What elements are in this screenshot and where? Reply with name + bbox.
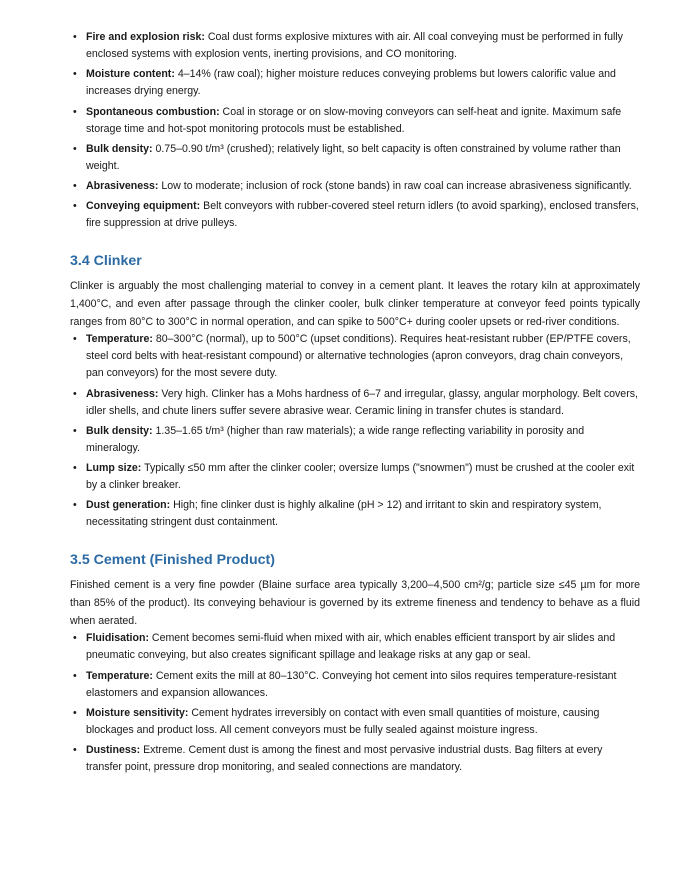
list-item: [70, 460, 640, 494]
list-item: [70, 497, 640, 531]
list-item: [70, 630, 640, 664]
bullet-text: 1.35–1.65 t/m³ (higher than raw materials); a wide range reflecting variability in porosity and mineralogy.: [86, 424, 585, 454]
bullet-text: Extreme. Cement dust is among the finest and most pervasive industrial dusts. Bag filters at every transfer point, pressure drop monitoring, and sealed connections are mandatory.: [86, 744, 603, 774]
coal-bullet-list: [70, 29, 640, 232]
bullet-text: Cement becomes semi-fluid when mixed with air, which enables efficient transport by air slides and pneumatic conveying, but also creates significant spillage and leakage risks at any gap or seal.: [86, 632, 616, 662]
bullet-text: Belt conveyors with rubber-covered steel return idlers (to avoid sparking), enclosed transfers, fire suppression at drive pulleys.: [86, 200, 639, 230]
bullet-icon: •: [73, 180, 77, 193]
bullet-label: Temperature:: [86, 333, 153, 346]
list-item: [70, 386, 640, 420]
bullet-label: Dustiness:: [86, 744, 141, 757]
bullet-label: Moisture sensitivity:: [86, 706, 189, 719]
bullet-text: 0.75–0.90 t/m³ (crushed); relatively light, so belt capacity is often constrained by volume rather than weight.: [86, 142, 621, 172]
bullet-text: 4–14% (raw coal); higher moisture reduces conveying problems but lowers calorific value and increases drying energy.: [86, 68, 616, 98]
bullet-label: Abrasiveness:: [86, 180, 159, 193]
bullet-text: Very high. Clinker has a Mohs hardness of 6–7 and irregular, glassy, angular morphology. Belt covers, idler shells, and chute liners suffer severe abrasive wear. Ceramic lining in transfer chutes is standard.: [86, 387, 638, 417]
bullet-label: Dust generation:: [86, 499, 171, 512]
bullet-label: Abrasiveness:: [86, 387, 159, 400]
list-item: [70, 104, 640, 138]
list-item: [70, 331, 640, 382]
bullet-label: Conveying equipment:: [86, 200, 201, 213]
bullet-icon: •: [73, 200, 77, 213]
clinker-intro-paragraph: Clinker is arguably the most challenging material to convey in a cement plant. It leaves the rotary kiln at approximately 1,400°C, and even after passage through the clinker cooler, bulk clinker temperature at conveyor feed points typically ranges from 80°C to 300°C in normal operation, and can spike to 500°C+ during cooler upsets or red-river conditions.: [70, 280, 640, 328]
bullet-text: Coal in storage or on slow-moving conveyors can self-heat and ignite. Maximum safe storage time and hot-spot monitoring protocols must be established.: [86, 105, 622, 135]
bullet-label: Temperature:: [86, 669, 153, 682]
section-heading-cement: 3.5 Cement (Finished Product): [70, 552, 275, 569]
bullet-text: Cement hydrates irreversibly on contact with even small quantities of moisture, causing blockages and product loss. All cement conveyors must be fully sealed against moisture ingress.: [86, 706, 600, 736]
bullet-icon: •: [73, 333, 77, 346]
bullet-text: Typically ≤50 mm after the clinker cooler; oversize lumps ("snowmen") must be crushed at the cooler exit by a clinker breaker.: [86, 462, 635, 492]
list-item: [70, 668, 640, 702]
bullet-label: Lump size:: [86, 462, 142, 475]
bullet-icon: •: [73, 387, 77, 400]
bullet-icon: •: [73, 499, 77, 512]
bullet-icon: •: [73, 424, 77, 437]
bullet-text: Coal dust forms explosive mixtures with air. All coal conveying must be performed in fully enclosed systems with explosion vents, inerting provisions, and CO monitoring.: [86, 31, 623, 60]
list-item: [70, 29, 640, 63]
bullet-icon: •: [73, 706, 77, 719]
bullet-label: Spontaneous combustion:: [86, 105, 220, 118]
bullet-label: Fluidisation:: [86, 632, 149, 645]
bullet-icon: •: [73, 31, 77, 43]
clinker-bullet-list: [70, 331, 640, 531]
bullet-text: Cement exits the mill at 80–130°C. Conveying hot cement into silos requires temperature-resistant elastomers and expansion allowances.: [86, 669, 617, 699]
list-item: [70, 141, 640, 175]
bullet-icon: •: [73, 105, 77, 118]
list-item: [70, 178, 640, 195]
list-item: [70, 423, 640, 457]
list-item: [70, 198, 640, 232]
list-item: [70, 66, 640, 100]
cement-intro-paragraph: Finished cement is a very fine powder (Blaine surface area typically 3,200–4,500 cm²/g; particle size ≤45 µm for more than 85% of the product). Its conveying behaviour is governed by its extreme fineness and tendency to behave as a fluid when aerated.: [70, 579, 640, 627]
section-heading-clinker: 3.4 Clinker: [70, 253, 142, 270]
bullet-icon: •: [73, 744, 77, 757]
bullet-label: Bulk density:: [86, 142, 153, 155]
bullet-icon: •: [73, 462, 77, 475]
bullet-icon: •: [73, 68, 77, 81]
cement-bullet-list: [70, 630, 640, 776]
bullet-icon: •: [73, 142, 77, 155]
bullet-icon: •: [73, 632, 77, 645]
bullet-label: Moisture content:: [86, 68, 175, 81]
bullet-label: Fire and explosion risk:: [86, 31, 205, 43]
bullet-text: Low to moderate; inclusion of rock (stone bands) in raw coal can increase abrasiveness significantly.: [158, 180, 632, 193]
list-item: [70, 742, 640, 776]
bullet-text: High; fine clinker dust is highly alkaline (pH > 12) and irritant to skin and respiratory system, necessitating stringent dust containment.: [86, 499, 602, 529]
bullet-icon: •: [73, 669, 77, 682]
bullet-text: 80–300°C (normal), up to 500°C (upset conditions). Requires heat-resistant rubber (EP/PTFE covers, steel cord belts with heat-resistant compound) or alternative technologies (apron conveyors, drag chain conveyors, pan conveyors) for the most severe duty.: [86, 333, 631, 380]
list-item: [70, 705, 640, 739]
bullet-label: Bulk density:: [86, 424, 153, 437]
